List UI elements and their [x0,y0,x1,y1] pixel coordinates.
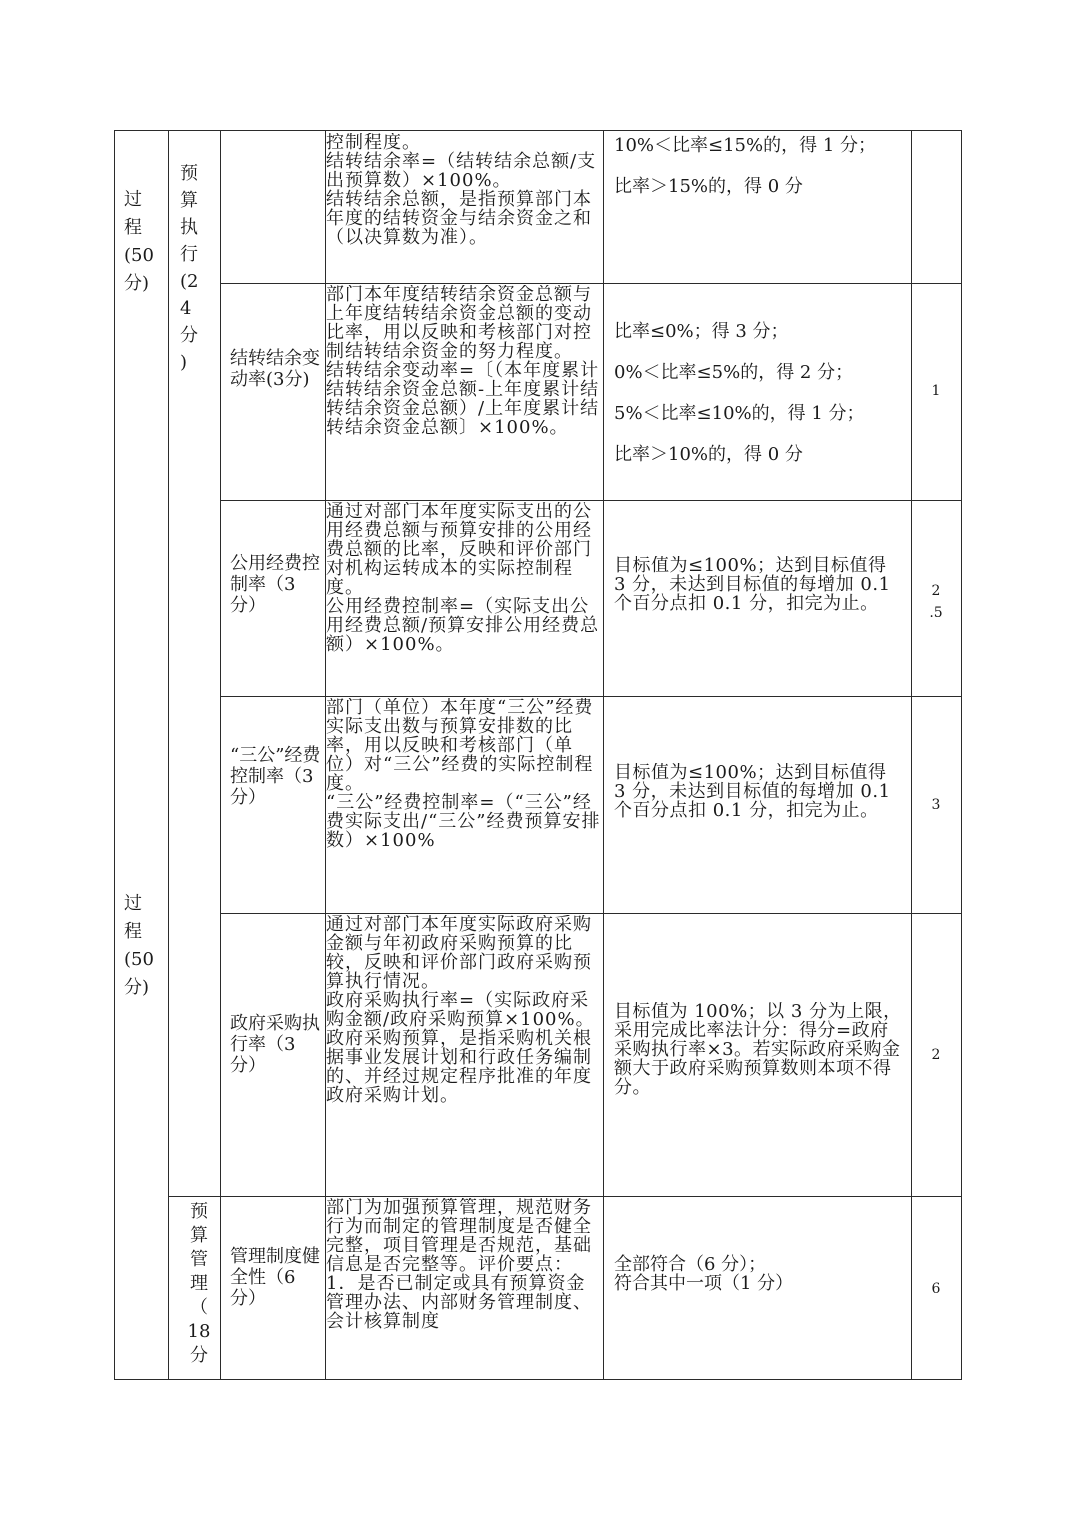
score-value: 1 [931,383,941,399]
level1-label-top: 过 程 (50 分) [124,189,154,294]
row-separator [168,1196,962,1197]
score-value: 2 .5 [929,583,943,621]
table-row-criteria: 目标值为≤100%；达到目标值得 3 分，未达到目标值的每增加 0.1 个百分点扣 0.1 分，扣完为止。 [614,556,891,614]
table-row-description: 部门（单位）本年度“三公”经费实际支出数与预算安排数的比率，用以反映和考核部门（单位）对“三公”经费的实际控制程度。 “三公”经费控制率=（“三公”经费实际支出/“三公”经费预算安排数）×100% [326,698,601,851]
row-separator [220,913,962,914]
criteria-line: 全部符合（6 分）； [614,1254,767,1275]
score-value: 6 [931,1281,941,1297]
level2-label-budget-management: 预 算 管 理 （ 18 分 [187,1201,211,1366]
table-border-bottom [114,1379,962,1380]
criteria-line: 符合其中一项（1 分） [614,1273,794,1294]
row-separator [220,500,962,501]
grid-line [168,130,169,1380]
indicator-name: 政府采购执行率（3分） [230,1013,320,1076]
criteria-line: 0%＜比率≤5%的，得 2 分； [614,362,854,383]
score-value: 3 [931,797,941,813]
criteria-line: 10%＜比率≤15%的，得 1 分； [614,135,876,156]
table-border-right [961,130,962,1380]
indicator-name: 结转结余变动率(3分) [230,348,320,390]
indicator-name: 管理制度健全性（6分） [230,1246,320,1309]
level1-label-middle: 过 程 (50 分) [124,893,154,998]
criteria-line: 比率＞10%的，得 0 分 [614,444,803,465]
grid-line [911,130,912,1380]
table-row-criteria [614,322,904,464]
indicator-name: 公用经费控制率（3分） [230,553,320,616]
table-border-left [114,130,115,1380]
criteria-line: 比率≤0%；得 3 分； [614,321,789,342]
table-row-criteria: 目标值为 100%；以 3 分为上限，采用完成比率法计分：得分=政府采购执行率×3。若实际政府采购金额大于政府采购预算数则本项不得分。 [614,1002,902,1098]
table-row-description: 通过对部门本年度实际政府采购金额与年初政府采购预算的比较，反映和评价部门政府采购预算执行情况。 政府采购执行率=（实际政府采购金额/政府采购预算×100%。 政府采购预算，是指采购机关根据事业发展计划和行政任务编制的、并经过规定程序批准的年度政府采购计划。 [326,915,595,1106]
row-separator [220,283,962,284]
score-value: 2 [931,1047,941,1063]
criteria-line: 比率＞15%的，得 0 分 [614,176,803,197]
level2-label-budget-execution: 预 算 执 行 (2 4 分 ) [180,163,199,373]
table-row-criteria: 目标值为≤100%；达到目标值得 3 分，未达到目标值的每增加 0.1 个百分点扣 0.1 分，扣完为止。 [614,763,891,821]
table-border-top [114,130,962,131]
table-row-criteria [614,136,904,196]
grid-line [220,130,221,1380]
criteria-line: 5%＜比率≤10%的，得 1 分； [614,403,865,424]
row-separator [220,696,962,697]
table-row-description: 通过对部门本年度实际支出的公用经费总额与预算安排的公用经费总额的比率，反映和评价部门对机构运转成本的实际控制程度。 公用经费控制率=（实际支出公用经费总额/预算安排公用经费总额）×100%。 [326,502,600,655]
table-row-description: 控制程度。 结转结余率=（结转结余总额/支出预算数）×100%。 结转结余总额，是指预算部门本年度的结转资金与结余资金之和（以决算数为准）。 [326,133,597,248]
indicator-name: “三公”经费控制率（3分） [230,745,321,808]
table-row-description: 部门本年度结转结余资金总额与上年度结转结余资金总额的变动比率，用以反映和考核部门对控制结转结余资金的努力程度。 结转结余变动率=〔（本年度累计结转结余资金总额-上年度累计结转结余资金总额）/上年度累计结转结余资金总额〕×100%。 [326,285,600,438]
grid-line [603,130,604,1380]
table-row-criteria [614,1255,904,1293]
table-row-description: 部门为加强预算管理，规范财务行为而制定的管理制度是否健全完整，项目管理是否规范，基础信息是否完整等。评价要点： 1．是否已制定或具有预算资金管理办法、内部财务管理制度、会计核算制度 [326,1198,592,1332]
